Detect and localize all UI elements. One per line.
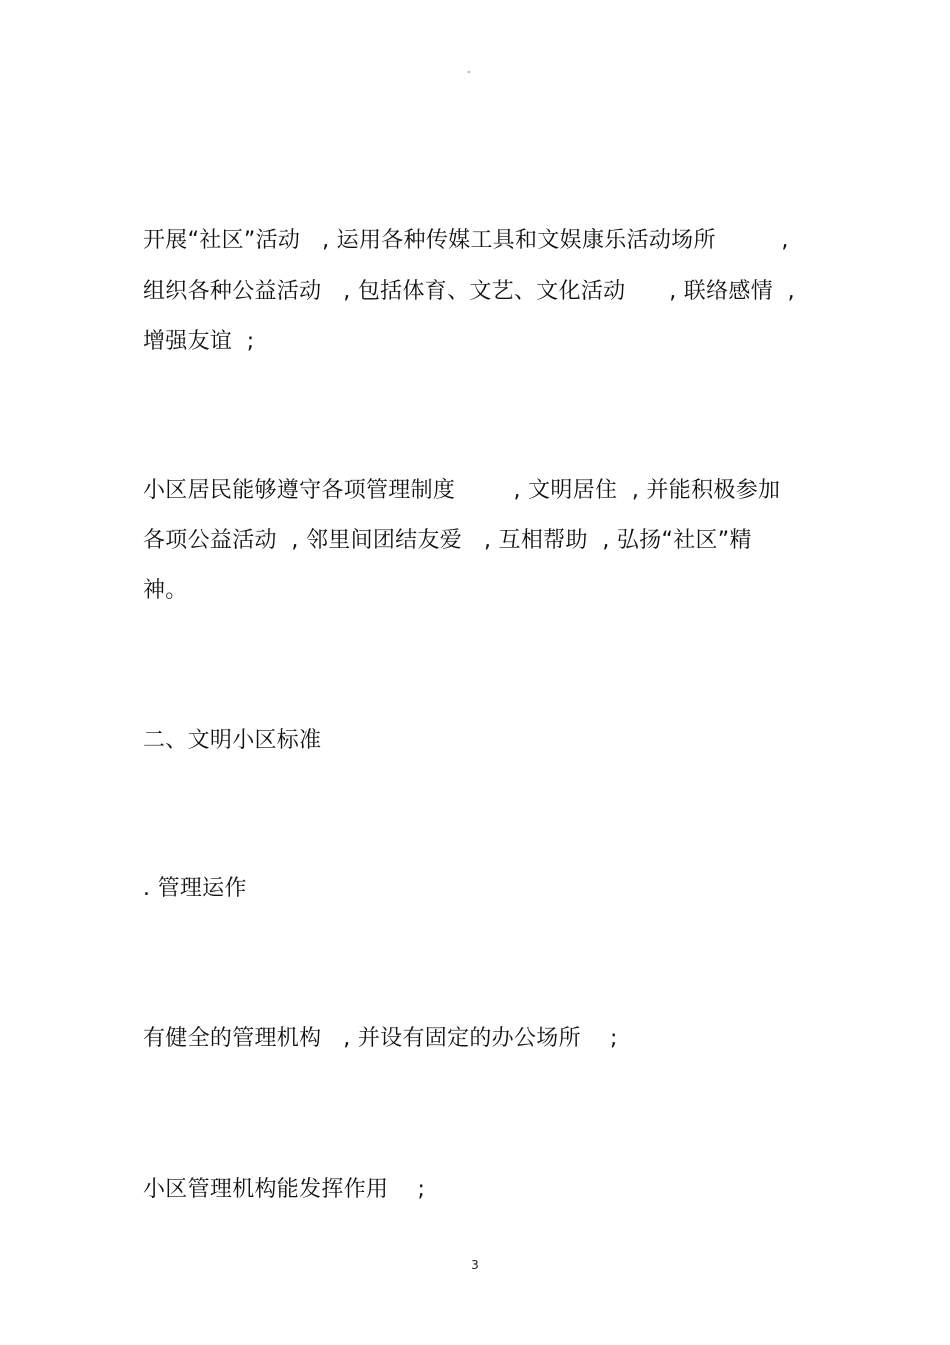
paragraph-2-line-2: 各项公益活动 , 邻里间团结友爱 , 互相帮助 , 弘扬“社区”精	[143, 528, 752, 553]
section-heading: 二、文明小区标准	[143, 728, 322, 753]
paragraph-6-line-1: 小区管理机构能发挥作用 ;	[143, 1177, 426, 1202]
paragraph-1-line-3: 增强友谊 ;	[143, 329, 255, 354]
paragraph-2-line-3: 神。	[143, 578, 188, 603]
subsection-heading: . 管理运作	[143, 876, 247, 901]
paragraph-1-line-2: 组织各种公益活动 , 包括体育、文艺、文化活动 , 联络感情 ,	[143, 279, 795, 304]
header-mark: "	[467, 70, 471, 79]
page-number: 3	[471, 1258, 479, 1272]
paragraph-1-line-1: 开展“社区”活动 , 运用各种传媒工具和文娱康乐活动场所 ,	[143, 228, 789, 253]
paragraph-2-line-1: 小区居民能够遵守各项管理制度 , 文明居住 , 并能积极参加	[143, 478, 781, 503]
paragraph-5-line-1: 有健全的管理机构 , 并设有固定的办公场所 ;	[143, 1026, 618, 1051]
